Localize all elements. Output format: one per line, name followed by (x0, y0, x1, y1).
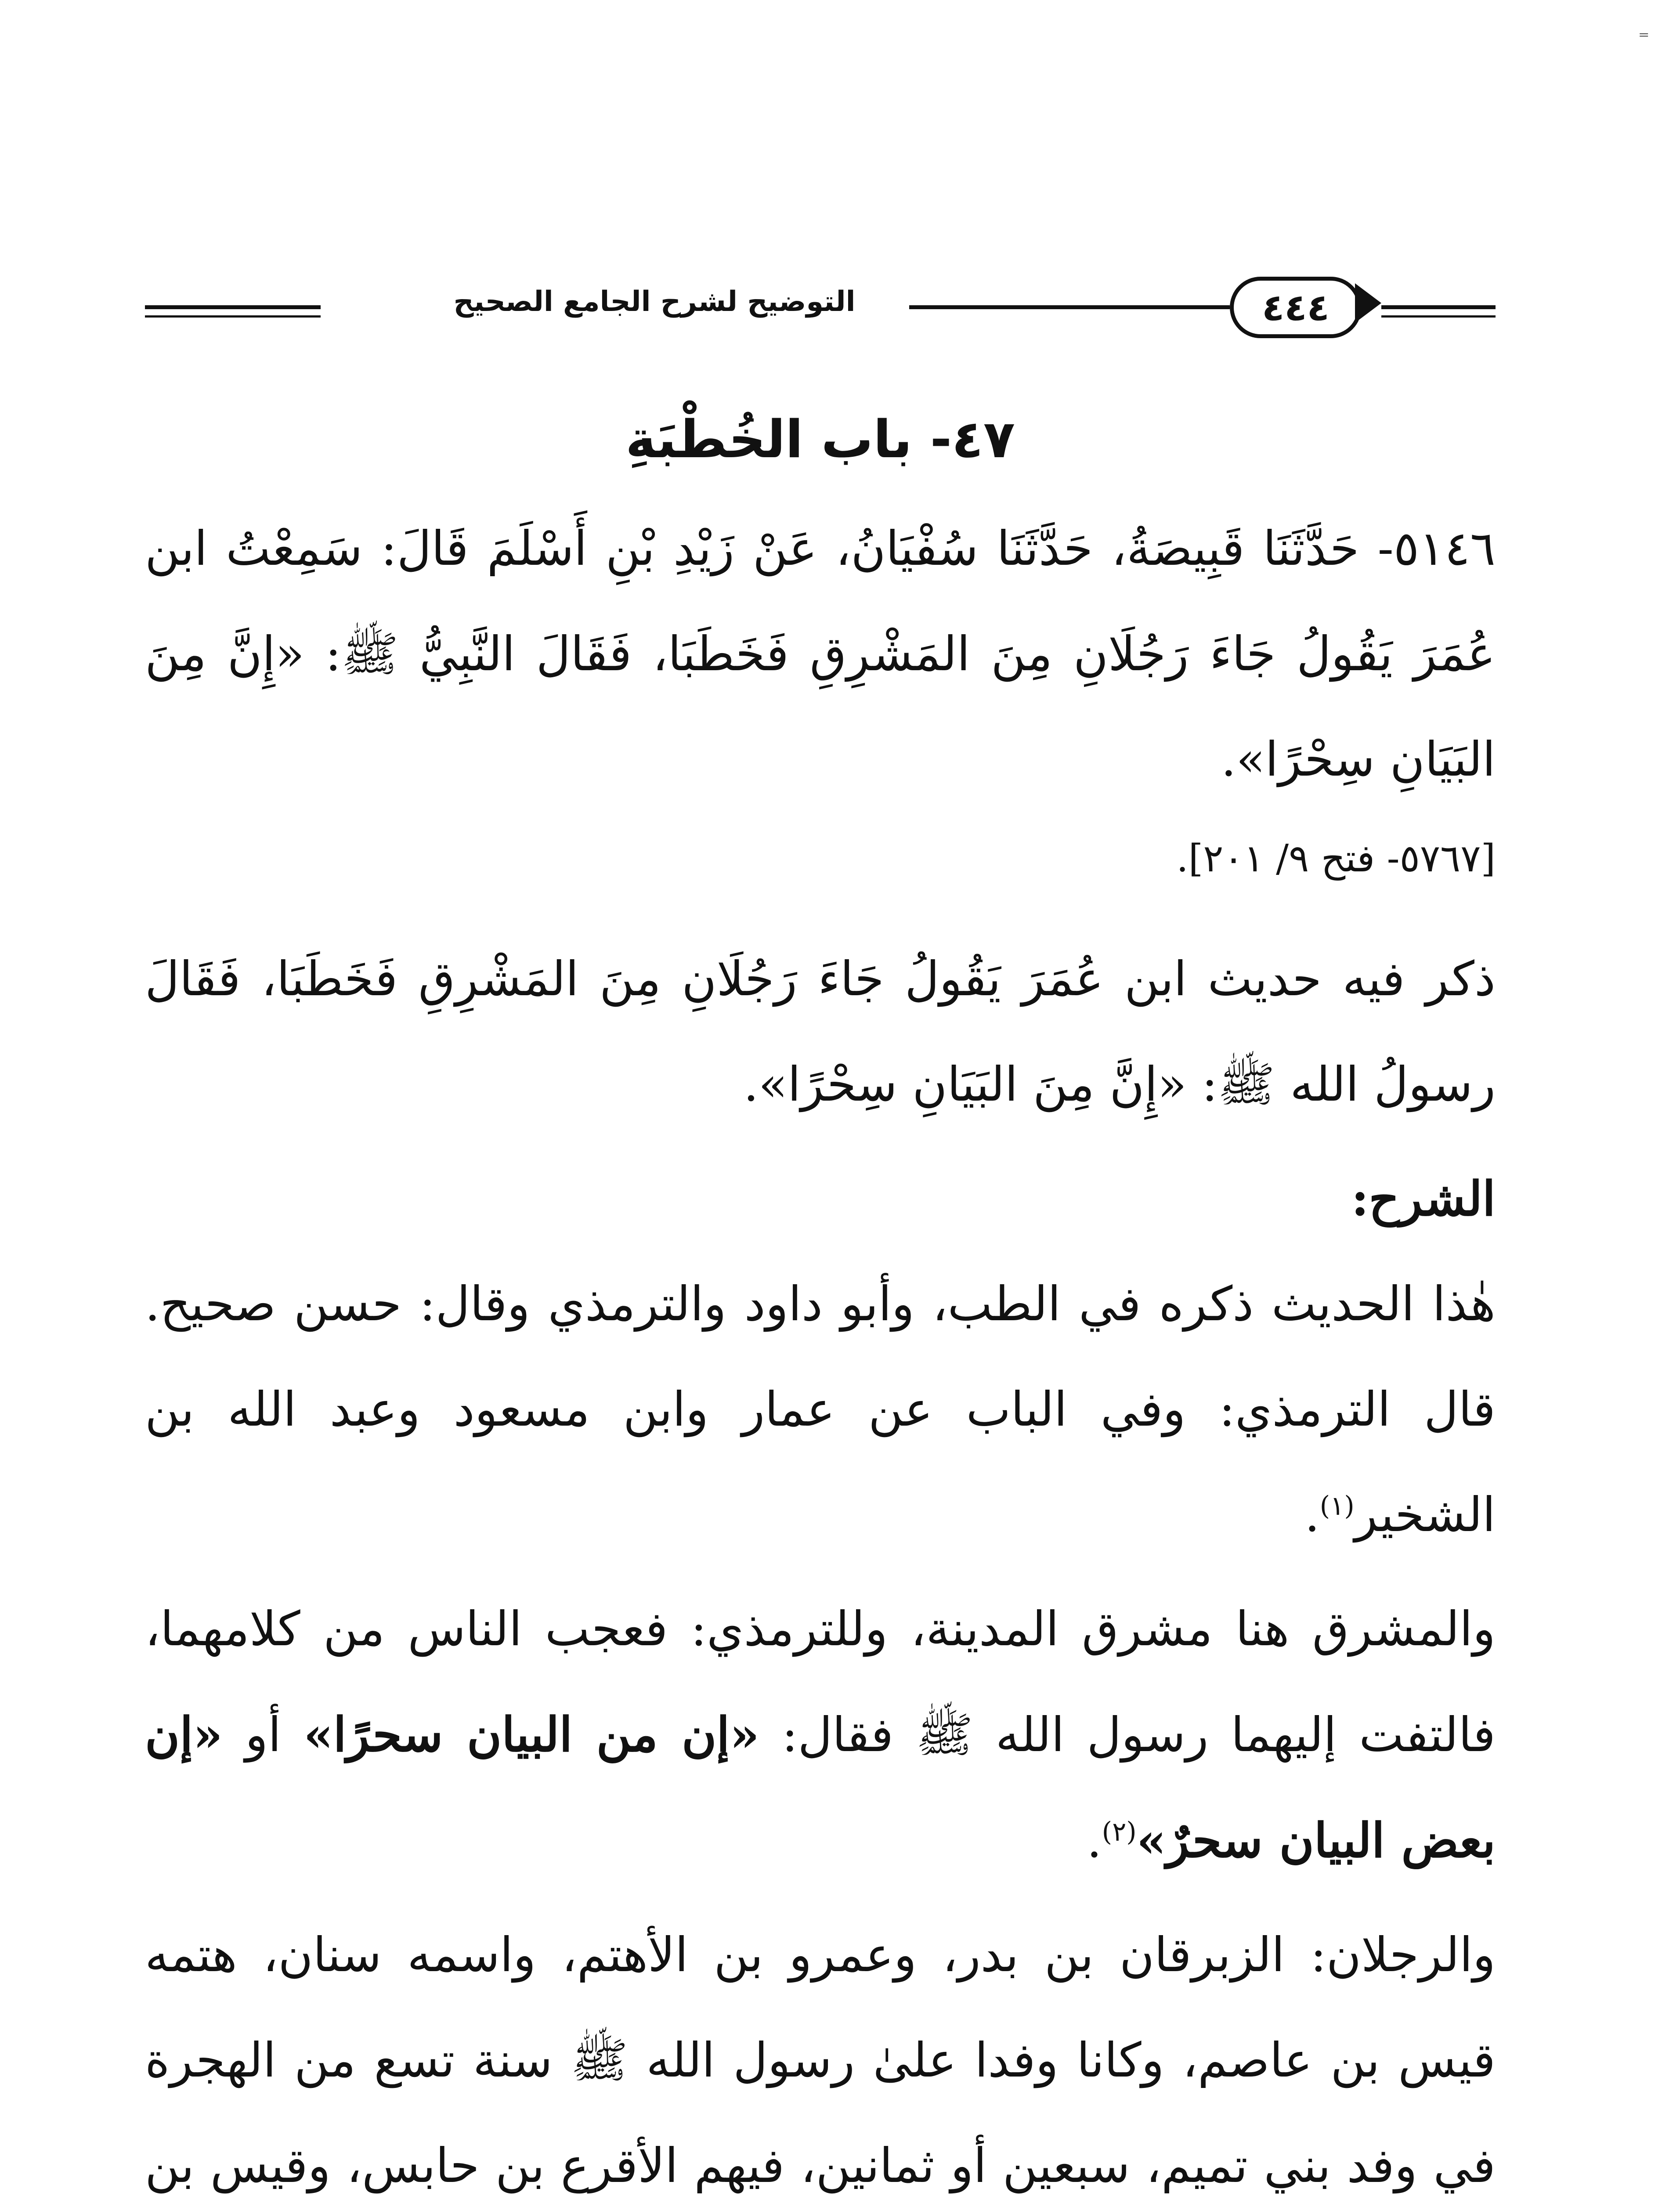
sharh-paragraph-1-text: هٰذا الحديث ذكره في الطب، وأبو داود والترمذي وقال: حسن صحيح. قال الترمذي: وفي الباب عن عمار وابن مسعود وعبد الله بن الشخير (145, 1277, 1496, 1542)
header-rule-middle (909, 305, 1230, 309)
sharh-paragraph-2: والمشرق هنا مشرق المدينة، وللترمذي: فعجب الناس من كلامهما، فالتفت إليهما رسول الله ﷺ فقال: «إن من البيان سحرًا» أو «إن بعض البيان سحرٌ»$^{(٢)}$. (145, 1602, 1496, 1868)
running-title: التوضيح لشرح الجامع الصحيح (453, 285, 856, 318)
page-number-badge (1230, 277, 1362, 338)
footnote-ref-1[interactable]: (١) (1319, 1491, 1355, 1521)
sharh-paragraph-2-text-a: والمشرق هنا مشرق المدينة، وللترمذي: فعجب الناس من كلامهما، فالتفت إليهما رسول الله ﷺ فقال: (145, 1602, 1496, 1763)
page-body (145, 395, 1496, 2196)
intro-paragraph: ذكر فيه حديث ابن عُمَرَ يَقُولُ جَاءَ رَجُلَانِ مِنَ المَشْرِقِ فَخَطَبَا، فَقَالَ رسولُ الله ﷺ: «إِنَّ مِنَ البَيَانِ سِحْرًا». (145, 952, 1496, 1112)
chapter-title: ٤٧- باب الخُطْبَةِ (625, 409, 1015, 470)
hadith-text: ٥١٤٦- حَدَّثَنَا قَبِيصَةُ، حَدَّثَنَا سُفْيَانُ، عَنْ زَيْدِ بْنِ أَسْلَمَ قَالَ: سَمِعْتُ ابن عُمَرَ يَقُولُ جَاءَ رَجُلَانِ مِنَ المَشْرِقِ فَخَطَبَا، فَقَالَ النَّبِيُّ ﷺ: «إِنَّ مِنَ البَيَانِ سِحْرًا». (145, 521, 1496, 787)
quote-sihr-1: «إن من البيان سحرًا» (303, 1707, 759, 1763)
header-rule-left (145, 305, 321, 309)
header-rule-right (1381, 305, 1496, 309)
sharh-paragraph-3: والرجلان: الزبرقان بن بدر، وعمرو بن الأهتم، واسمه سنان، هتمه قيس بن عاصم، وكانا وفدا علىٰ رسول الله ﷺ سنة تسع من الهجرة في وفد بني تميم، سبعين أو ثمانين، فيهم الأقرع بن حابس، وقيس بن (145, 1928, 1496, 2193)
sharh-paragraph-2-text-b: أو (222, 1708, 304, 1763)
running-header (145, 268, 1496, 347)
quote-sihr-2: «إن بعض البيان سحرٌ» (145, 1707, 1496, 1868)
footnote-ref-2[interactable]: (٢) (1102, 1817, 1137, 1847)
sharh-heading: الشرح: (1351, 1171, 1496, 1227)
corner-mark: ⁼ (1638, 26, 1650, 51)
badge-arrow-icon (1355, 283, 1381, 323)
sharh-paragraph-1: هٰذا الحديث ذكره في الطب، وأبو داود والترمذي وقال: حسن صحيح. قال الترمذي: وفي الباب عن عمار وابن مسعود وعبد الله بن الشخير$^{(١)}$. (145, 1277, 1496, 1542)
page-number: ٤٤٤ (1262, 286, 1330, 329)
header-rule-left-under (145, 315, 321, 318)
hadith-source: [٥٧٦٧- فتح ٩/ ٢٠١]. (1176, 837, 1496, 881)
header-rule-right-under (1381, 315, 1496, 318)
